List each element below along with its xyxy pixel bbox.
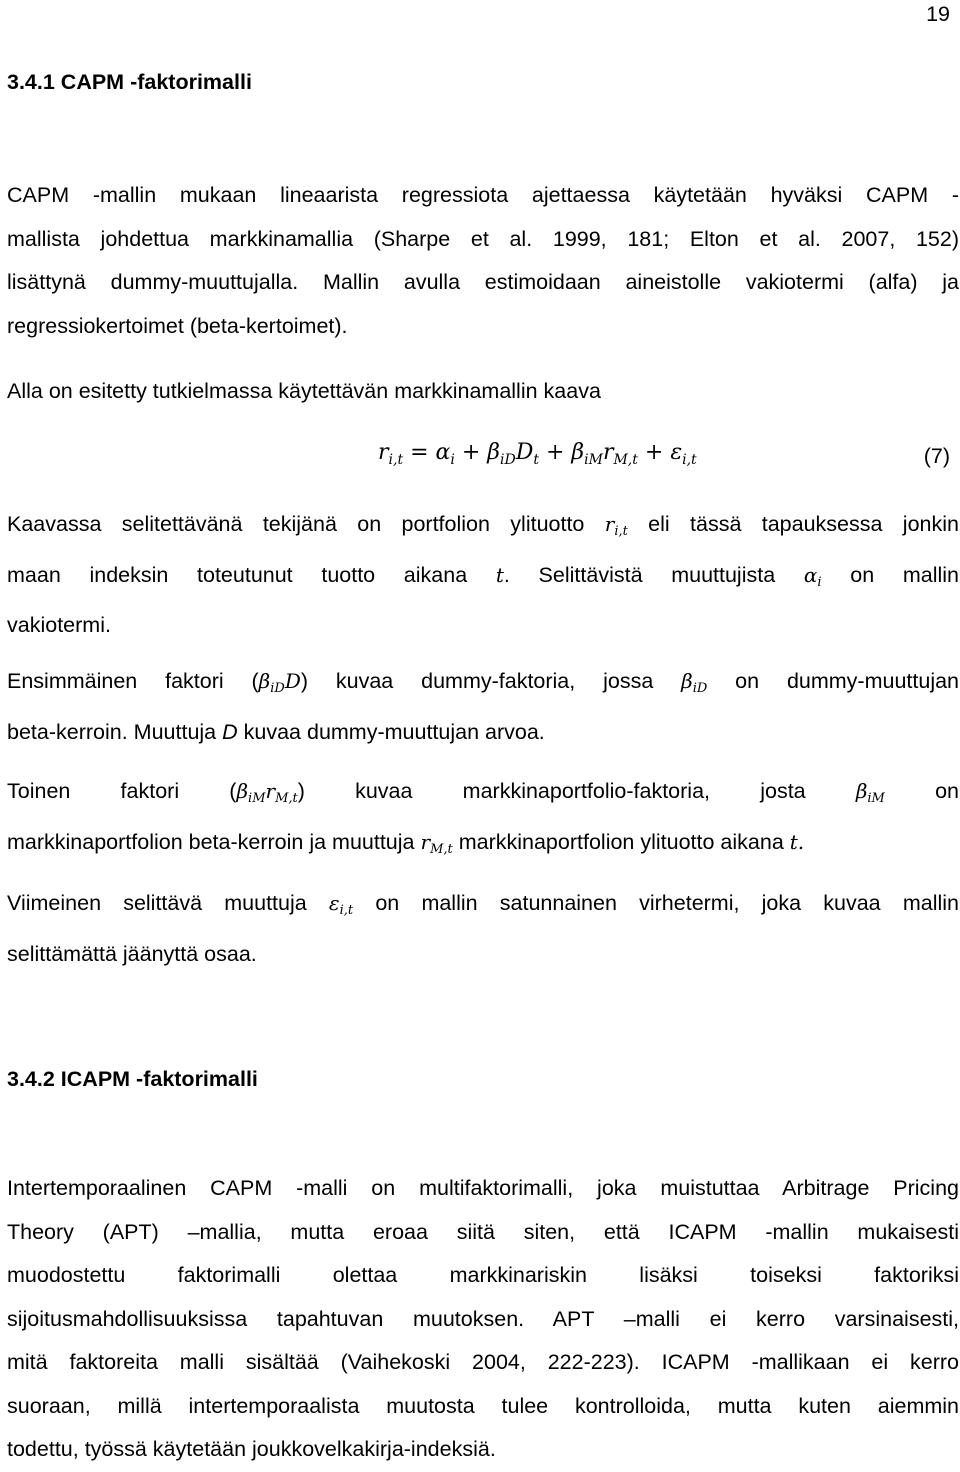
text-line: mitä faktoreita malli sisältää (Vaihekoski 2004, 222-223). ICAPM -mallikaan ei kerro xyxy=(7,1350,959,1374)
text-line: regressiokertoimet (beta-kertoimet). xyxy=(7,313,348,338)
text-line: selittämättä jäänyttä osaa. xyxy=(7,941,257,966)
text-line: sijoitusmahdollisuuksissa tapahtuvan muutoksen. APT –malli ei kerro varsinaisesti, xyxy=(7,1306,959,1331)
intro-paragraph xyxy=(7,174,959,348)
text-line: Ensimmäinen faktori $(\beta_{iD}D)$ kuvaa dummy-faktoria, jossa $\beta_{iD}$ on dummy-muuttujan xyxy=(7,669,960,696)
text-line: todettu, työssä käytetään joukkovelkakirja-indeksiä. xyxy=(7,1437,496,1461)
market-model-equation: $r_{i,t} = \alpha_i + \beta_{iD}D_t + \beta_{iM}r_{M,t} + \varepsilon_{i,t}$ xyxy=(378,440,697,468)
text-line: muodostettu faktorimalli olettaa markkinariskin lisäksi toiseksi faktoriksi xyxy=(7,1263,959,1287)
text-line: maan indeksin toteutunut tuotto aikana t. Selittävistä muuttujista $\alpha_i$ on mallin xyxy=(7,562,959,590)
section-heading-capm: 3.4.1 CAPM -faktorimalli xyxy=(7,70,252,94)
explanation-paragraph-4 xyxy=(7,882,959,976)
icapm-paragraph xyxy=(7,1167,959,1472)
text-line: Intertemporaalinen CAPM -malli on multifaktorimalli, joka muistuttaa Arbitrage Pricing xyxy=(7,1176,959,1200)
explanation-paragraph-1 xyxy=(7,503,959,648)
text-line: suoraan, millä intertemporaalista muutosta tulee kontrolloida, mutta kuten aiemmin xyxy=(7,1393,959,1418)
text-line: Viimeinen selittävä muuttuja $\varepsilon_{i,t}$ on mallin satunnainen virhetermi, joka kuvaa mallin xyxy=(7,891,959,918)
text-line: beta-kerroin. Muuttuja D kuvaa dummy-muuttujan arvoa. xyxy=(7,719,545,744)
explanation-paragraph-2 xyxy=(7,660,959,754)
text-line: Alla on esitetty tutkielmassa käytettävän markkinamallin kaava xyxy=(7,379,601,403)
text-line: vakiotermi. xyxy=(7,613,111,637)
equation-number: (7) xyxy=(923,444,950,468)
text-line: Toinen faktori $(\beta_{iM}r_{M,t})$ kuvaa markkinaportfolio-faktoria, josta $\beta_{iM}$ on xyxy=(7,779,959,806)
text-line: Kaavassa selitettävänä tekijänä on portfolion ylituotto $r_{i,t}$ eli tässä tapauksessa jonkin xyxy=(7,512,959,539)
text-line: mallista johdettua markkinamallia (Sharpe et al. 1999, 181; Elton et al. 2007, 152) xyxy=(7,226,959,251)
text-line: CAPM -mallin mukaan lineaarista regressiota ajettaessa käytetään hyväksi CAPM - xyxy=(7,183,959,207)
text-line: Theory (APT) –mallia, mutta eroaa siitä siten, että ICAPM -mallin mukaisesti xyxy=(7,1219,959,1244)
text-line: markkinaportfolion beta-kerroin ja muuttuja $r_{M,t}$ markkinaportfolion ylituotto aikana t. xyxy=(7,829,805,857)
text-line: lisättynä dummy-muuttujalla. Mallin avulla estimoidaan aineistolle vakiotermi (alfa) ja xyxy=(7,270,959,294)
formula-intro xyxy=(7,370,959,414)
explanation-paragraph-3 xyxy=(7,770,959,871)
page-number: 19 xyxy=(926,2,950,26)
section-heading-icapm: 3.4.2 ICAPM -faktorimalli xyxy=(7,1067,258,1091)
